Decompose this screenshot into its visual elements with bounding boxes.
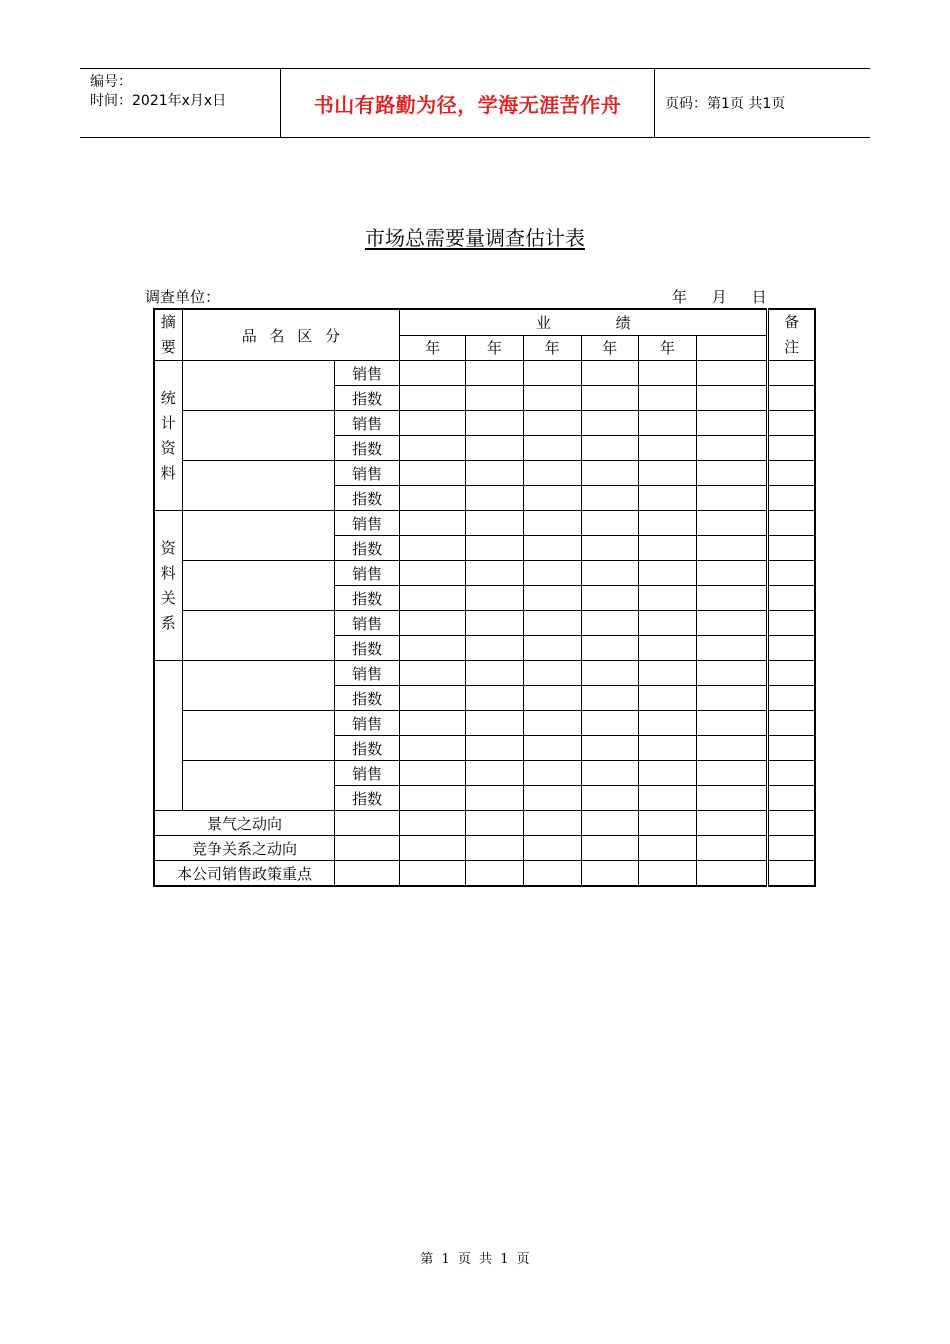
remarks-cell[interactable] xyxy=(768,861,815,887)
value-cell[interactable] xyxy=(523,586,581,611)
value-cell[interactable] xyxy=(523,461,581,486)
index-label: 指数 xyxy=(335,436,400,461)
table-body xyxy=(154,361,815,887)
remarks-cell[interactable] xyxy=(768,586,815,611)
product-name-cell[interactable] xyxy=(182,461,334,511)
value-cell[interactable] xyxy=(638,761,696,786)
survey-table xyxy=(153,308,816,887)
value-cell[interactable] xyxy=(466,586,523,611)
value-cell[interactable] xyxy=(400,711,466,736)
date-month: 月 xyxy=(711,288,727,306)
header-meta xyxy=(90,73,280,111)
value-cell[interactable] xyxy=(400,561,466,586)
value-cell[interactable] xyxy=(466,361,523,386)
value-cell[interactable] xyxy=(523,636,581,661)
value-cell[interactable] xyxy=(697,711,768,736)
bottom-row-label: 本公司销售政策重点 xyxy=(154,861,335,887)
table-row xyxy=(154,511,815,536)
value-cell[interactable] xyxy=(400,536,466,561)
bottom-row-label: 景气之动向 xyxy=(154,811,335,836)
group-label: 资料关系 xyxy=(160,538,176,632)
value-cell[interactable] xyxy=(523,861,581,887)
number-label: 编号： xyxy=(90,74,132,90)
performance-header: 业 绩 xyxy=(535,313,631,332)
index-label: 指数 xyxy=(335,736,400,761)
remarks-cell[interactable] xyxy=(768,436,815,461)
performance-header-cell xyxy=(400,309,768,335)
value-cell[interactable] xyxy=(638,386,696,411)
date-label xyxy=(672,286,785,307)
index-label: 指数 xyxy=(335,536,400,561)
group-label-cell xyxy=(154,361,182,511)
value-cell[interactable] xyxy=(523,536,581,561)
survey-table-wrap xyxy=(153,308,816,887)
product-name-cell[interactable] xyxy=(182,561,334,611)
date-year: 年 xyxy=(672,288,688,306)
value-cell[interactable] xyxy=(638,411,696,436)
value-cell[interactable] xyxy=(466,486,523,511)
page-footer: 第 1 页 共 1 页 xyxy=(420,1252,530,1267)
product-header: 品 名 区 分 xyxy=(241,326,341,345)
remarks-cell[interactable] xyxy=(768,536,815,561)
value-cell[interactable] xyxy=(581,661,638,686)
value-cell[interactable] xyxy=(466,386,523,411)
page-info: 页码：第1页 共1页 xyxy=(665,96,786,112)
value-cell[interactable] xyxy=(697,486,768,511)
value-cell[interactable] xyxy=(581,861,638,887)
value-cell[interactable] xyxy=(466,511,523,536)
product-name-cell[interactable] xyxy=(182,661,334,711)
sales-label: 销售 xyxy=(335,611,400,636)
value-cell[interactable] xyxy=(523,686,581,711)
remarks-cell[interactable] xyxy=(768,636,815,661)
value-cell[interactable] xyxy=(523,736,581,761)
index-label: 指数 xyxy=(335,386,400,411)
remarks-cell[interactable] xyxy=(768,611,815,636)
year-header: 年 xyxy=(638,335,696,361)
table-row xyxy=(154,611,815,636)
sales-label: 销售 xyxy=(335,761,400,786)
value-cell[interactable] xyxy=(697,836,768,861)
value-cell[interactable] xyxy=(697,511,768,536)
value-cell[interactable] xyxy=(523,511,581,536)
time-label: 时间：2021年x月x日 xyxy=(90,93,227,109)
sales-label: 销售 xyxy=(335,561,400,586)
value-cell[interactable] xyxy=(466,736,523,761)
value-cell[interactable] xyxy=(335,836,400,861)
value-cell[interactable] xyxy=(581,636,638,661)
value-cell[interactable] xyxy=(400,511,466,536)
year-header: 年 xyxy=(581,335,638,361)
remarks-cell[interactable] xyxy=(768,461,815,486)
value-cell[interactable] xyxy=(523,561,581,586)
value-cell[interactable] xyxy=(466,711,523,736)
value-cell[interactable] xyxy=(523,661,581,686)
value-cell[interactable] xyxy=(400,861,466,887)
survey-unit-label: 调查单位： xyxy=(145,288,221,306)
value-cell[interactable] xyxy=(523,386,581,411)
product-name-cell[interactable] xyxy=(182,411,334,461)
value-cell[interactable] xyxy=(697,386,768,411)
remarks-cell[interactable] xyxy=(768,661,815,686)
value-cell[interactable] xyxy=(697,761,768,786)
document-title-wrap xyxy=(0,222,950,251)
value-cell[interactable] xyxy=(400,661,466,686)
value-cell[interactable] xyxy=(466,786,523,811)
value-cell[interactable] xyxy=(697,861,768,887)
value-cell[interactable] xyxy=(638,836,696,861)
value-cell[interactable] xyxy=(638,561,696,586)
table-row xyxy=(154,861,815,887)
index-label: 指数 xyxy=(335,486,400,511)
value-cell[interactable] xyxy=(400,486,466,511)
value-cell[interactable] xyxy=(523,761,581,786)
value-cell[interactable] xyxy=(697,586,768,611)
value-cell[interactable] xyxy=(697,811,768,836)
value-cell[interactable] xyxy=(466,611,523,636)
value-cell[interactable] xyxy=(466,561,523,586)
group-label: 统计资料 xyxy=(160,388,176,482)
header-divider xyxy=(654,69,655,137)
value-cell[interactable] xyxy=(581,411,638,436)
value-cell[interactable] xyxy=(400,611,466,636)
year-header: 年 xyxy=(523,335,581,361)
value-cell[interactable] xyxy=(466,636,523,661)
value-cell[interactable] xyxy=(335,811,400,836)
value-cell[interactable] xyxy=(581,386,638,411)
value-cell[interactable] xyxy=(581,561,638,586)
remarks-header: 备注 xyxy=(784,313,800,356)
value-cell[interactable] xyxy=(523,711,581,736)
value-cell[interactable] xyxy=(400,761,466,786)
value-cell[interactable] xyxy=(581,361,638,386)
value-cell[interactable] xyxy=(638,486,696,511)
value-cell[interactable] xyxy=(638,511,696,536)
remarks-cell[interactable] xyxy=(768,386,815,411)
value-cell[interactable] xyxy=(638,586,696,611)
table-row xyxy=(154,661,815,686)
value-cell[interactable] xyxy=(638,361,696,386)
value-cell[interactable] xyxy=(581,436,638,461)
sales-label: 销售 xyxy=(335,661,400,686)
value-cell[interactable] xyxy=(697,461,768,486)
value-cell[interactable] xyxy=(638,636,696,661)
remarks-cell[interactable] xyxy=(768,811,815,836)
table-row xyxy=(154,761,815,786)
remarks-cell[interactable] xyxy=(768,711,815,736)
value-cell[interactable] xyxy=(466,811,523,836)
value-cell[interactable] xyxy=(466,661,523,686)
table-row xyxy=(154,811,815,836)
value-cell[interactable] xyxy=(400,786,466,811)
remarks-cell[interactable] xyxy=(768,561,815,586)
remarks-cell[interactable] xyxy=(768,736,815,761)
value-cell[interactable] xyxy=(581,536,638,561)
value-cell[interactable] xyxy=(697,686,768,711)
value-cell[interactable] xyxy=(523,361,581,386)
value-cell[interactable] xyxy=(400,461,466,486)
sales-label: 销售 xyxy=(335,511,400,536)
index-label: 指数 xyxy=(335,686,400,711)
value-cell[interactable] xyxy=(400,811,466,836)
value-cell[interactable] xyxy=(400,836,466,861)
value-cell[interactable] xyxy=(466,536,523,561)
value-cell[interactable] xyxy=(400,586,466,611)
remarks-cell[interactable] xyxy=(768,411,815,436)
value-cell[interactable] xyxy=(697,786,768,811)
value-cell[interactable] xyxy=(638,536,696,561)
summary-header-cell xyxy=(154,309,182,361)
value-cell[interactable] xyxy=(523,486,581,511)
remarks-cell[interactable] xyxy=(768,486,815,511)
value-cell[interactable] xyxy=(581,786,638,811)
value-cell[interactable] xyxy=(466,836,523,861)
value-cell[interactable] xyxy=(466,436,523,461)
product-name-cell[interactable] xyxy=(182,361,334,411)
value-cell[interactable] xyxy=(335,861,400,887)
table-row xyxy=(154,561,815,586)
product-header-cell xyxy=(182,309,400,361)
value-cell[interactable] xyxy=(697,436,768,461)
value-cell[interactable] xyxy=(638,811,696,836)
value-cell[interactable] xyxy=(400,361,466,386)
summary-header: 摘要 xyxy=(160,313,176,356)
index-label: 指数 xyxy=(335,786,400,811)
value-cell[interactable] xyxy=(581,686,638,711)
value-cell[interactable] xyxy=(523,786,581,811)
sales-label: 销售 xyxy=(335,711,400,736)
sales-label: 销售 xyxy=(335,461,400,486)
table-row xyxy=(154,711,815,736)
table-row xyxy=(154,361,815,386)
sales-label: 销售 xyxy=(335,361,400,386)
table-row xyxy=(154,836,815,861)
value-cell[interactable] xyxy=(523,836,581,861)
index-label: 指数 xyxy=(335,636,400,661)
value-cell[interactable] xyxy=(638,711,696,736)
table-row xyxy=(154,461,815,486)
group-label-cell xyxy=(154,661,182,811)
value-cell[interactable] xyxy=(400,736,466,761)
value-cell[interactable] xyxy=(466,861,523,887)
value-cell[interactable] xyxy=(523,811,581,836)
value-cell[interactable] xyxy=(523,436,581,461)
value-cell[interactable] xyxy=(638,861,696,887)
value-cell[interactable] xyxy=(638,461,696,486)
value-cell[interactable] xyxy=(400,686,466,711)
sales-label: 销售 xyxy=(335,411,400,436)
remarks-header-cell xyxy=(768,309,815,361)
value-cell[interactable] xyxy=(638,661,696,686)
value-cell[interactable] xyxy=(400,386,466,411)
value-cell[interactable] xyxy=(697,611,768,636)
product-name-cell[interactable] xyxy=(182,511,334,561)
value-cell[interactable] xyxy=(581,811,638,836)
remarks-cell[interactable] xyxy=(768,686,815,711)
value-cell[interactable] xyxy=(697,636,768,661)
value-cell[interactable] xyxy=(581,611,638,636)
value-cell[interactable] xyxy=(697,536,768,561)
value-cell[interactable] xyxy=(581,836,638,861)
remarks-cell[interactable] xyxy=(768,361,815,386)
value-cell[interactable] xyxy=(697,736,768,761)
value-cell[interactable] xyxy=(638,686,696,711)
remarks-cell[interactable] xyxy=(768,786,815,811)
group-label-cell xyxy=(154,511,182,661)
value-cell[interactable] xyxy=(400,436,466,461)
page-header xyxy=(80,68,870,138)
value-cell[interactable] xyxy=(581,486,638,511)
value-cell[interactable] xyxy=(697,361,768,386)
value-cell[interactable] xyxy=(466,761,523,786)
year-header: 年 xyxy=(466,335,523,361)
value-cell[interactable] xyxy=(638,786,696,811)
product-name-cell[interactable] xyxy=(182,761,334,811)
value-cell[interactable] xyxy=(697,411,768,436)
table-row xyxy=(154,411,815,436)
value-cell[interactable] xyxy=(400,636,466,661)
value-cell[interactable] xyxy=(581,511,638,536)
product-name-cell[interactable] xyxy=(182,711,334,761)
value-cell[interactable] xyxy=(523,411,581,436)
remarks-cell[interactable] xyxy=(768,511,815,536)
value-cell[interactable] xyxy=(638,736,696,761)
remarks-cell[interactable] xyxy=(768,836,815,861)
value-cell[interactable] xyxy=(400,411,466,436)
header-motto: 书山有路勤为径，学海无涯苦作舟 xyxy=(313,92,622,117)
value-cell[interactable] xyxy=(697,661,768,686)
value-cell[interactable] xyxy=(466,411,523,436)
table-header-row xyxy=(154,309,815,335)
value-cell[interactable] xyxy=(466,686,523,711)
remarks-cell[interactable] xyxy=(768,761,815,786)
value-cell[interactable] xyxy=(581,586,638,611)
value-cell[interactable] xyxy=(638,436,696,461)
value-cell[interactable] xyxy=(638,611,696,636)
product-name-cell[interactable] xyxy=(182,611,334,661)
document-title: 市场总需要量调查估计表 xyxy=(365,226,585,250)
value-cell[interactable] xyxy=(581,711,638,736)
value-cell[interactable] xyxy=(523,611,581,636)
value-cell[interactable] xyxy=(581,761,638,786)
date-day: 日 xyxy=(751,288,767,306)
value-cell[interactable] xyxy=(697,561,768,586)
value-cell[interactable] xyxy=(581,736,638,761)
value-cell[interactable] xyxy=(466,461,523,486)
bottom-row-label: 竞争关系之动向 xyxy=(154,836,335,861)
year-header-empty xyxy=(697,335,768,361)
index-label: 指数 xyxy=(335,586,400,611)
value-cell[interactable] xyxy=(581,461,638,486)
year-header: 年 xyxy=(400,335,466,361)
